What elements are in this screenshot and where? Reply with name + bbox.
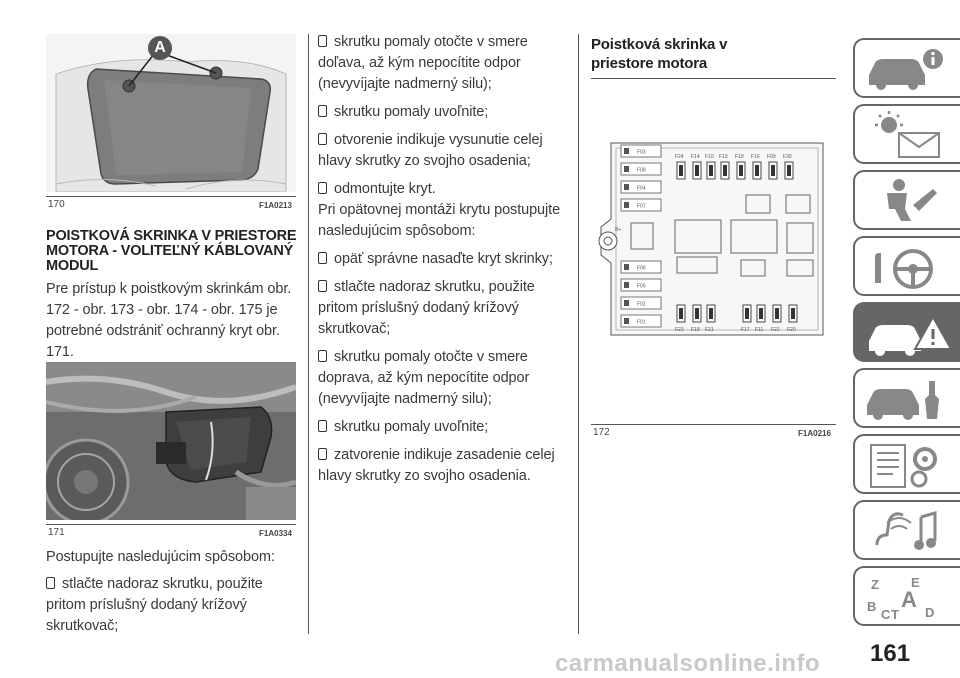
index-letter: A: [901, 587, 917, 612]
steering-wheel-icon: [863, 243, 953, 291]
bullet-text: stlačte nadoraz skrutku, použite pritom príslušný dodaný krížový skrutkovač;: [46, 576, 263, 634]
checkbox-bullet-icon: [46, 577, 55, 589]
fuse-terminal: [624, 318, 629, 324]
index-letter: E: [911, 575, 920, 590]
tab-maintenance[interactable]: [853, 368, 960, 428]
bottom-fuse-label: F20: [787, 327, 796, 333]
left-fuse-label: F05: [637, 283, 646, 290]
procedure-label: Postupujte nasledujúcim spôsobom:: [46, 549, 275, 565]
fuse-terminal: [624, 300, 629, 306]
multimedia-icon: [863, 507, 953, 555]
left-fuse-label: F02: [637, 301, 646, 308]
index-letter: T: [891, 607, 899, 621]
checkbox-bullet-icon: [318, 350, 327, 362]
left-fuse-label: F06: [637, 265, 646, 272]
tab-breakdown[interactable]: [853, 302, 960, 362]
warning-lights-icon: [863, 111, 953, 159]
checkbox-bullet-icon: [318, 448, 327, 460]
column-divider-2: [578, 34, 579, 634]
top-fuse-core: [771, 165, 775, 176]
bottom-fuse-label: F18: [691, 327, 700, 333]
bottom-fuse-core: [791, 308, 795, 319]
tab-steering[interactable]: [853, 236, 960, 296]
figure-172-rule: [591, 424, 836, 425]
top-fuse-label: F14: [691, 154, 700, 160]
bullet-b3: skrutku pomaly uvoľnite;: [318, 417, 566, 438]
fusebox-diagram: [591, 135, 836, 350]
bottom-fuse-core: [745, 308, 749, 319]
callout-a: A: [148, 36, 172, 60]
bullet-press-screw: [46, 574, 298, 637]
top-fuse-label: F16: [751, 154, 760, 160]
svg-text:B+: B+: [615, 227, 622, 233]
top-fuse-label: F19: [735, 154, 744, 160]
bottom-fuse-label: F22: [771, 327, 780, 333]
bullet-a2: otvorenie indikuje vysunutie celej hlavy skrutky zo svojho osadenia;: [318, 132, 543, 169]
figure-171-number: 171: [48, 527, 65, 538]
figure-170-code: F1A0213: [259, 201, 292, 210]
figure-171: [46, 362, 296, 520]
checkbox-bullet-icon: [318, 280, 327, 292]
bottom-fuse-label: F21: [705, 327, 714, 333]
tab-multimedia[interactable]: [853, 500, 960, 560]
top-fuse-label: F09: [767, 154, 776, 160]
fuse-terminal: [624, 166, 629, 172]
top-fuse-label: F13: [719, 154, 728, 160]
bullet-a1: skrutku pomaly uvoľnite;: [318, 102, 566, 123]
index-letter: Z: [871, 577, 879, 592]
index-letter: C: [881, 607, 891, 621]
top-fuse-core: [709, 165, 713, 176]
left-fuse-label: F01: [637, 319, 646, 326]
intro-paragraph: Pre prístup k poistkovým skrinkám obr. 172 - obr. 173 - obr. 174 - obr. 175 je potrebné odstrániť ochranný kryt obr. 171.: [46, 281, 292, 360]
checkbox-bullet-icon: [318, 182, 327, 194]
watermark: carmanualsonline.info: [555, 650, 821, 677]
bottom-fuse-label: F23: [675, 327, 684, 333]
bottom-fuse-label: F17: [741, 327, 750, 333]
figure-170: [46, 34, 296, 192]
bullet-a0: skrutku pomaly otočte v smere doľava, až kým nepocítite odpor (nevyvíjajte nadmerný silu);: [318, 34, 528, 92]
index-letters-icon: [863, 573, 953, 621]
checkbox-bullet-icon: [318, 105, 327, 117]
top-fuse-core: [755, 165, 759, 176]
left-fuse-label: F07: [637, 203, 646, 210]
bottom-fuse-core: [775, 308, 779, 319]
figure-171-rule: [46, 524, 296, 525]
top-fuse-core: [723, 165, 727, 176]
left-fuse-label: F03: [637, 149, 646, 156]
bottom-fuse-core: [679, 308, 683, 319]
bottom-fuse-core: [759, 308, 763, 319]
airbag-seat-icon: [863, 177, 953, 225]
fuse-terminal: [624, 264, 629, 270]
fuse-terminal: [624, 148, 629, 154]
top-fuse-label: F24: [675, 154, 684, 160]
tab-technical-data[interactable]: [853, 434, 960, 494]
bullet-b2: skrutku pomaly otočte v smere doprava, až kým nepocítite odpor (nevyvíjajte nadmerný silu);: [318, 349, 530, 407]
top-fuse-core: [695, 165, 699, 176]
engine-bay-photo: [46, 362, 296, 520]
checkbox-bullet-icon: [318, 252, 327, 264]
bullet-b0: opäť správne nasaďte kryt skrinky;: [318, 249, 566, 270]
left-fuse-label: F04: [637, 185, 646, 192]
figure-172: [591, 135, 836, 350]
bullet-b1: stlačte nadoraz skrutku, použite pritom príslušný dodaný krížový skrutkovač;: [318, 279, 535, 337]
fuse-terminal: [624, 184, 629, 190]
bullet-b4: zatvorenie indikuje zasadenie celej hlavy skrutky zo svojho osadenia.: [318, 447, 555, 484]
top-fuse-label: F30: [783, 154, 792, 160]
bottom-fuse-core: [695, 308, 699, 319]
index-letter: D: [925, 605, 935, 620]
top-fuse-core: [679, 165, 683, 176]
car-info-icon: [863, 45, 953, 93]
bottom-fuse-label: F11: [755, 327, 764, 333]
tab-airbag-safety[interactable]: [853, 170, 960, 230]
breakdown-car-icon: [863, 309, 953, 357]
top-fuse-core: [739, 165, 743, 176]
fuse-cover-illustration: [46, 34, 296, 192]
section-heading-optional-module: POISTKOVÁ SKRINKA V PRIESTORE MOTORA - VOLITEĽNÝ KÁBLOVANÝ MODUL: [46, 228, 297, 274]
bottom-fuse-core: [709, 308, 713, 319]
left-fuse-label: F08: [637, 167, 646, 174]
figure-172-number: 172: [593, 427, 610, 438]
figure-172-code: F1A0216: [798, 429, 831, 438]
tab-warning-lights[interactable]: [853, 104, 960, 164]
column-2: [318, 32, 566, 494]
index-letter: B: [867, 599, 877, 614]
page-number: 161: [870, 640, 911, 667]
figure-170-rule: [46, 196, 296, 197]
top-fuse-label: F10: [705, 154, 714, 160]
section-heading-fusebox: Poistková skrinka v priestore motora: [591, 36, 728, 72]
technical-data-icon: [863, 441, 953, 489]
figure-171-code: F1A0334: [259, 529, 292, 538]
checkbox-bullet-icon: [318, 133, 327, 145]
fuse-terminal: [624, 202, 629, 208]
checkbox-bullet-icon: [318, 35, 327, 47]
bullet-a3: odmontujte kryt.: [318, 179, 566, 200]
column-divider-1: [308, 34, 309, 634]
figure-172-top-rule: [591, 78, 836, 79]
tab-car-info[interactable]: [853, 38, 960, 98]
top-fuse-core: [787, 165, 791, 176]
car-maintenance-icon: [863, 375, 953, 423]
reassembly-paragraph: Pri opätovnej montáži krytu postupujte nasledujúcim spôsobom:: [318, 202, 561, 239]
fuse-terminal: [624, 282, 629, 288]
checkbox-bullet-icon: [318, 420, 327, 432]
tab-index[interactable]: [853, 566, 960, 626]
figure-170-number: 170: [48, 199, 65, 210]
